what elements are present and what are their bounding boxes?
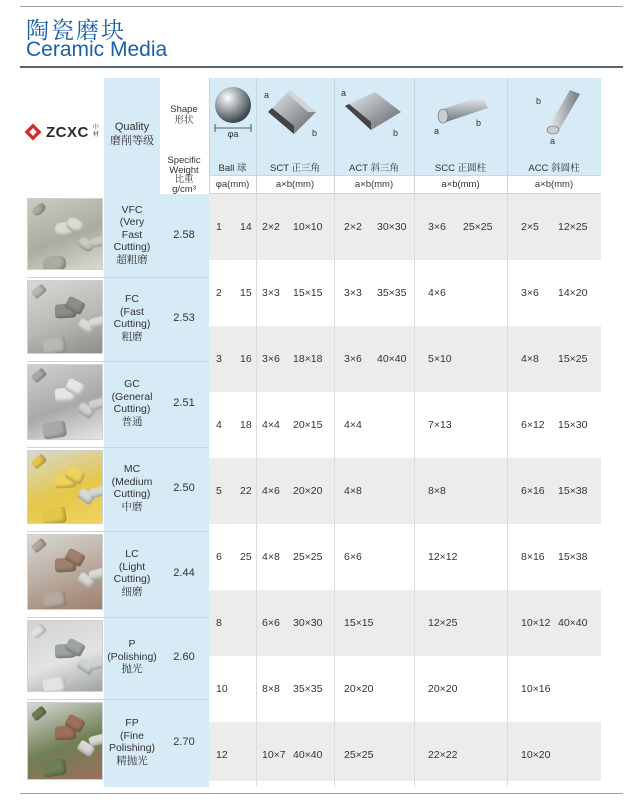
- quality-grade-line: (Very: [119, 216, 145, 229]
- unit-sct: a×b(mm): [275, 179, 315, 190]
- dim-b-label: b: [393, 128, 399, 138]
- acc-size: 3×6: [521, 287, 539, 299]
- quality-header-cn: 磨削等级: [110, 135, 154, 147]
- act-size: 4×4: [344, 419, 362, 431]
- dim-b-label: b: [536, 96, 542, 106]
- shape-name-sct: SCT 正三角: [270, 163, 320, 174]
- media-pebble: [88, 655, 103, 671]
- product-photo: [27, 702, 103, 780]
- ball-size: 2: [216, 287, 222, 299]
- quality-grade-line: FP: [125, 717, 139, 729]
- shape-name-acc: ACC 斜圆柱: [528, 163, 580, 174]
- acc-size: 4×8: [521, 353, 539, 365]
- shape-name-ball: Ball 球: [218, 163, 247, 174]
- dim-a-label: a: [550, 136, 556, 146]
- ball-size: 4: [216, 419, 222, 431]
- media-pebble: [31, 706, 48, 722]
- shape-header-cn: 形状: [174, 115, 194, 126]
- acc-size: 6×16: [521, 485, 545, 497]
- sct-size: 18×18: [293, 353, 323, 365]
- quality-grade-line: 粗磨: [121, 330, 143, 343]
- dim-a-label: a: [434, 126, 440, 136]
- row-divider: [27, 361, 209, 362]
- quality-grade: [104, 204, 160, 267]
- sw-line: Weight: [169, 164, 199, 176]
- sct-size: 3×3: [262, 287, 280, 299]
- column-divider: [414, 194, 415, 787]
- ball-size: 1: [216, 221, 222, 233]
- scc-size: 3×6: [428, 221, 446, 233]
- quality-header-en: Quality: [114, 121, 150, 133]
- product-photo: [27, 534, 103, 610]
- media-pebble: [88, 483, 103, 499]
- sct-size: 30×30: [293, 617, 323, 629]
- acc-size: 14×20: [558, 287, 588, 299]
- column-divider: [414, 78, 415, 194]
- media-pebble: [31, 368, 48, 384]
- ball-size: 3: [216, 353, 222, 365]
- scc-size: 5×10: [428, 353, 452, 365]
- sw-line: Specific: [167, 155, 201, 166]
- sw-line: 比重: [174, 174, 194, 185]
- sct-size: 8×8: [262, 683, 280, 695]
- ball-size: 15: [240, 287, 252, 299]
- act-size: 3×3: [344, 287, 362, 299]
- column-divider: [256, 194, 257, 787]
- product-photo: [27, 280, 103, 354]
- logo-diamond-icon: [24, 123, 42, 141]
- acc-size: 12×25: [558, 221, 588, 233]
- sw-line: g/cm³: [172, 183, 196, 195]
- sct-size: 10×7: [262, 749, 286, 761]
- sct-size: 15×15: [293, 287, 323, 299]
- sct-size: 3×6: [262, 353, 280, 365]
- logo-mark: 中材: [92, 125, 99, 138]
- quality-grade-line: (General: [111, 390, 153, 403]
- specific-weight-value: 2.50: [173, 482, 195, 494]
- act-size: 4×8: [344, 485, 362, 497]
- ball-size: 16: [240, 353, 252, 365]
- specific-weight-value: 2.70: [173, 736, 195, 748]
- product-photo: [27, 364, 103, 440]
- media-pebble: [88, 395, 103, 411]
- row-divider: [27, 699, 209, 700]
- quality-grade-line: (Polishing): [107, 650, 157, 663]
- sct-size: 4×6: [262, 485, 280, 497]
- logo-text: ZCXC: [46, 123, 89, 141]
- act-size: 15×15: [344, 617, 374, 629]
- media-pebble: [42, 758, 67, 777]
- acc-size: 15×38: [558, 485, 588, 497]
- straight-triangle-icon: [258, 82, 332, 144]
- dim-a-label: a: [264, 90, 270, 100]
- acc-size: 10×16: [521, 683, 551, 695]
- ball-size: 22: [240, 485, 252, 497]
- row-divider: [27, 531, 209, 532]
- quality-grade: [104, 463, 160, 513]
- ball-size: 14: [240, 221, 252, 233]
- quality-grade-line: Cutting): [113, 573, 151, 585]
- quality-grade-line: 中磨: [121, 500, 143, 513]
- straight-cylinder-icon: [420, 84, 504, 144]
- media-pebble: [88, 233, 103, 249]
- sct-size: 40×40: [293, 749, 323, 761]
- quality-grade-line: Cutting): [113, 241, 151, 254]
- column-divider: [334, 194, 335, 787]
- acc-size: 15×38: [558, 551, 588, 563]
- quality-grade-line: 细磨: [121, 585, 143, 598]
- page-title-cn: 陶瓷磨块: [26, 18, 126, 44]
- sct-size: 4×8: [262, 551, 280, 563]
- quality-grade-line: P: [128, 638, 136, 651]
- quality-grade-line: (Fine: [120, 729, 144, 742]
- specific-weight-value: 2.60: [173, 651, 195, 663]
- sct-size: 6×6: [262, 617, 280, 629]
- media-pebble: [31, 538, 48, 554]
- media-pebble: [88, 565, 103, 581]
- shape-name-scc: SCC 正圆柱: [434, 163, 487, 174]
- quality-grade-line: (Fast: [120, 305, 144, 318]
- scc-size: 25×25: [463, 221, 493, 233]
- act-size: 40×40: [377, 353, 407, 365]
- phi-a-label: φa: [227, 129, 239, 139]
- row-divider: [27, 447, 209, 448]
- scc-size: 8×8: [428, 485, 446, 497]
- media-pebble: [88, 313, 103, 329]
- shape-header: [162, 104, 206, 126]
- acc-size: 10×12: [521, 617, 551, 629]
- sct-size: 20×20: [293, 485, 323, 497]
- angled-triangle-icon: [337, 82, 411, 144]
- sct-size: 4×4: [262, 419, 280, 431]
- ball-size: 8: [216, 617, 222, 629]
- dim-b-label: b: [476, 118, 482, 128]
- quality-grade-line: MC: [123, 463, 141, 475]
- media-pebble: [42, 590, 67, 609]
- specific-weight-header: [158, 156, 210, 194]
- sct-size: 2×2: [262, 221, 280, 233]
- act-size: 2×2: [344, 221, 362, 233]
- sct-size: 25×25: [293, 551, 323, 563]
- quality-grade: [104, 548, 160, 598]
- ball-size: 12: [216, 749, 228, 761]
- media-pebble: [42, 420, 67, 439]
- column-divider: [507, 78, 508, 194]
- sphere-icon: [211, 84, 255, 142]
- dim-b-label: b: [312, 128, 318, 138]
- acc-size: 2×5: [521, 221, 539, 233]
- brand-logo: [24, 123, 100, 141]
- page-title-en: Ceramic Media: [26, 38, 168, 61]
- media-pebble: [31, 624, 48, 640]
- title-rule: [20, 66, 623, 68]
- sct-size: 35×35: [293, 683, 323, 695]
- column-divider: [256, 78, 257, 194]
- act-size: 35×35: [377, 287, 407, 299]
- ball-size: 10: [216, 683, 228, 695]
- quality-grade-line: 抛光: [121, 663, 143, 676]
- specific-weight-value: 2.58: [173, 229, 195, 241]
- unit-ball: φa(mm): [215, 179, 250, 190]
- column-divider: [209, 78, 210, 194]
- scc-size: 4×6: [428, 287, 446, 299]
- acc-size: 10×20: [521, 749, 551, 761]
- media-pebble: [31, 284, 48, 300]
- quality-header: [104, 120, 160, 148]
- media-pebble: [42, 506, 67, 524]
- bottom-rule: [20, 793, 623, 794]
- scc-size: 7×13: [428, 419, 452, 431]
- column-divider: [507, 194, 508, 787]
- unit-scc: a×b(mm): [441, 179, 480, 190]
- quality-grade: [104, 378, 160, 428]
- act-size: 20×20: [344, 683, 374, 695]
- top-rule: [20, 6, 623, 7]
- product-photo: [27, 450, 103, 524]
- scc-size: 12×25: [428, 617, 458, 629]
- quality-grade-line: 超粗磨: [116, 253, 148, 266]
- act-size: 30×30: [377, 221, 407, 233]
- media-pebble: [42, 676, 67, 692]
- quality-grade-line: Polishing): [108, 742, 156, 754]
- quality-grade: [104, 717, 160, 767]
- act-size: 6×6: [344, 551, 362, 563]
- quality-grade-line: Fast: [121, 228, 143, 241]
- act-size: 3×6: [344, 353, 362, 365]
- media-pebble: [42, 336, 67, 354]
- quality-grade-line: Cutting): [113, 403, 151, 415]
- column-divider: [334, 78, 335, 194]
- quality-grade: [104, 293, 160, 343]
- unit-acc: a×b(mm): [534, 179, 574, 190]
- shape-header-en: Shape: [170, 104, 198, 115]
- ball-size: 5: [216, 485, 222, 497]
- quality-grade-line: VFC: [121, 203, 143, 216]
- quality-grade-line: Cutting): [113, 318, 151, 330]
- product-photo: [27, 198, 103, 270]
- media-pebble: [31, 202, 48, 218]
- quality-grade-line: LC: [125, 548, 139, 560]
- product-photo: [27, 620, 103, 692]
- specific-weight-value: 2.53: [173, 312, 195, 324]
- angled-cylinder-icon: [518, 82, 594, 146]
- ball-size: 6: [216, 551, 222, 563]
- media-pebble: [88, 731, 103, 747]
- media-pebble: [31, 454, 48, 470]
- quality-grade-line: Cutting): [113, 488, 151, 500]
- shape-name-act: ACT 斜三角: [349, 163, 399, 174]
- scc-size: 22×22: [428, 749, 458, 761]
- sct-size: 10×10: [293, 221, 323, 233]
- quality-grade-line: GC: [124, 378, 140, 390]
- unit-act: a×b(mm): [354, 179, 394, 190]
- quality-grade-line: 普通: [121, 415, 143, 428]
- acc-size: 40×40: [558, 617, 588, 629]
- scc-size: 12×12: [428, 551, 458, 563]
- act-size: 25×25: [344, 749, 374, 761]
- specific-weight-value: 2.51: [173, 397, 195, 409]
- row-divider: [27, 617, 209, 618]
- quality-grade: [104, 638, 160, 676]
- row-divider: [27, 277, 209, 278]
- acc-size: 8×16: [521, 551, 545, 563]
- quality-grade-line: (Medium: [111, 475, 153, 488]
- ball-size: 18: [240, 419, 252, 431]
- quality-grade-line: FC: [125, 293, 139, 305]
- acc-size: 6×12: [521, 419, 545, 431]
- sct-size: 20×15: [293, 419, 323, 431]
- scc-size: 20×20: [428, 683, 458, 695]
- specific-weight-value: 2.44: [173, 567, 195, 579]
- ball-size: 25: [240, 551, 252, 563]
- quality-grade-line: (Light: [118, 560, 146, 573]
- media-pebble: [42, 254, 67, 270]
- acc-size: 15×30: [558, 419, 588, 431]
- dim-a-label: a: [341, 88, 347, 98]
- quality-grade-line: 精抛光: [116, 754, 148, 767]
- acc-size: 15×25: [558, 353, 588, 365]
